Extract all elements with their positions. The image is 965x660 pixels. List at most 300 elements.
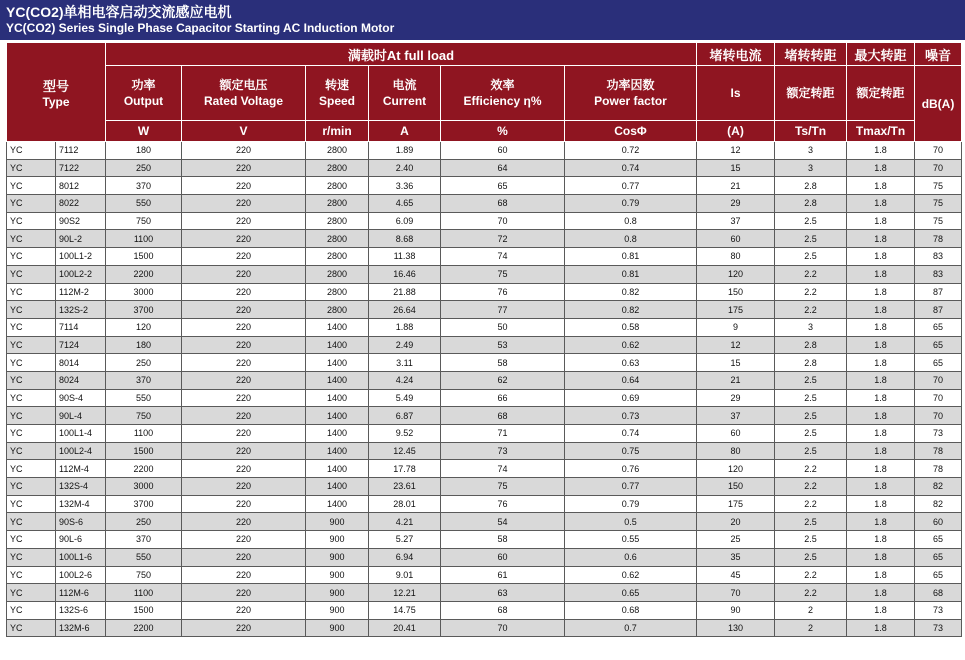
table-cell: 220: [182, 548, 306, 566]
table-cell: 80: [697, 248, 775, 266]
table-row: [7, 425, 962, 443]
table-cell: 0.8: [565, 212, 697, 230]
table-cell: 0.79: [565, 495, 697, 513]
table-cell: 68: [441, 195, 565, 213]
table-cell: 180: [106, 336, 182, 354]
table-cell: YC: [7, 584, 56, 602]
table-cell: 1.8: [847, 584, 915, 602]
table-cell: YC: [7, 495, 56, 513]
table-cell: 220: [182, 371, 306, 389]
table-cell: 4.65: [369, 195, 441, 213]
table-cell: 65: [915, 566, 962, 584]
table-cell: 65: [915, 336, 962, 354]
table-cell: 2800: [306, 230, 369, 248]
rated-torque-header-1: 额定转距: [775, 66, 847, 121]
table-cell: 0.55: [565, 531, 697, 549]
table-body: [7, 142, 962, 637]
table-cell: 150: [697, 478, 775, 496]
table-cell: 2.2: [775, 265, 847, 283]
table-cell: 2.5: [775, 389, 847, 407]
table-cell: 2800: [306, 265, 369, 283]
table-cell: 1.88: [369, 318, 441, 336]
table-cell: 29: [697, 389, 775, 407]
table-cell: 63: [441, 584, 565, 602]
table-cell: 75: [915, 195, 962, 213]
table-cell: 220: [182, 177, 306, 195]
table-cell: 1500: [106, 442, 182, 460]
table-cell: 0.82: [565, 283, 697, 301]
table-cell: 2.8: [775, 177, 847, 195]
table-cell: 37: [697, 212, 775, 230]
table-cell: 220: [182, 513, 306, 531]
table-cell: 0.7: [565, 619, 697, 637]
table-cell: 12.45: [369, 442, 441, 460]
locked-current-header: 堵转电流: [697, 43, 775, 66]
table-cell: 0.77: [565, 177, 697, 195]
table-cell: 1.8: [847, 442, 915, 460]
table-cell: 7122: [56, 159, 106, 177]
table-cell: YC: [7, 142, 56, 160]
table-cell: 250: [106, 513, 182, 531]
table-cell: 2800: [306, 301, 369, 319]
table-row: [7, 301, 962, 319]
table-cell: 90S2: [56, 212, 106, 230]
max-torque-header: 最大转距: [847, 43, 915, 66]
table-cell: 25: [697, 531, 775, 549]
type-header-en: Type: [42, 94, 70, 109]
table-cell: 900: [306, 584, 369, 602]
table-cell: 3: [775, 318, 847, 336]
table-cell: 1.8: [847, 265, 915, 283]
table-cell: 6.09: [369, 212, 441, 230]
table-cell: 58: [441, 354, 565, 372]
unit-percent: %: [441, 121, 565, 142]
table-cell: 4.24: [369, 371, 441, 389]
table-cell: 73: [915, 619, 962, 637]
table-cell: 750: [106, 566, 182, 584]
table-cell: 3700: [106, 301, 182, 319]
table-cell: 68: [441, 407, 565, 425]
table-cell: 62: [441, 371, 565, 389]
table-row: [7, 142, 962, 160]
table-cell: 2.2: [775, 566, 847, 584]
table-cell: 60: [441, 142, 565, 160]
table-cell: 90L-2: [56, 230, 106, 248]
table-cell: 26.64: [369, 301, 441, 319]
table-cell: 3.36: [369, 177, 441, 195]
table-cell: 132S-6: [56, 601, 106, 619]
table-cell: 2.5: [775, 442, 847, 460]
table-cell: 900: [306, 601, 369, 619]
title-english: YC(CO2) Series Single Phase Capacitor Starting AC Induction Motor: [6, 21, 395, 35]
table-cell: 220: [182, 159, 306, 177]
table-cell: 1.8: [847, 566, 915, 584]
table-row: [7, 371, 962, 389]
table-cell: 1.89: [369, 142, 441, 160]
unit-rpm: r/min: [306, 121, 369, 142]
table-cell: 220: [182, 318, 306, 336]
table-cell: 0.6: [565, 548, 697, 566]
table-cell: 90L-4: [56, 407, 106, 425]
table-cell: 2800: [306, 159, 369, 177]
table-cell: 12: [697, 336, 775, 354]
output-header: 功率 Output: [106, 66, 182, 121]
table-cell: 3: [775, 142, 847, 160]
table-cell: 1400: [306, 336, 369, 354]
table-cell: 83: [915, 248, 962, 266]
table-cell: 1.8: [847, 371, 915, 389]
table-cell: 220: [182, 619, 306, 637]
table-cell: 2800: [306, 283, 369, 301]
table-cell: 900: [306, 619, 369, 637]
table-cell: 120: [697, 460, 775, 478]
table-cell: 1.8: [847, 142, 915, 160]
table-cell: 175: [697, 495, 775, 513]
unit-tmax-tn: Tmax/Tn: [847, 121, 915, 142]
table-cell: 2800: [306, 248, 369, 266]
table-cell: 68: [441, 601, 565, 619]
table-cell: 90L-6: [56, 531, 106, 549]
table-cell: YC: [7, 354, 56, 372]
table-cell: 2.5: [775, 548, 847, 566]
table-cell: 2.5: [775, 407, 847, 425]
table-cell: 82: [915, 495, 962, 513]
table-cell: YC: [7, 371, 56, 389]
table-cell: 0.76: [565, 460, 697, 478]
table-cell: 1400: [306, 389, 369, 407]
table-cell: 1.8: [847, 495, 915, 513]
table-cell: YC: [7, 548, 56, 566]
table-cell: 9.01: [369, 566, 441, 584]
table-cell: 3000: [106, 283, 182, 301]
table-cell: 4.21: [369, 513, 441, 531]
table-cell: 5.49: [369, 389, 441, 407]
table-cell: 17.78: [369, 460, 441, 478]
table-row: [7, 389, 962, 407]
table-cell: 58: [441, 531, 565, 549]
table-cell: 900: [306, 513, 369, 531]
type-header: [7, 43, 106, 142]
table-cell: YC: [7, 301, 56, 319]
table-row: [7, 283, 962, 301]
table-cell: 750: [106, 212, 182, 230]
table-cell: 2.40: [369, 159, 441, 177]
table-cell: 12.21: [369, 584, 441, 602]
table-cell: YC: [7, 212, 56, 230]
table-cell: 70: [441, 619, 565, 637]
table-cell: 132M-6: [56, 619, 106, 637]
table-cell: 1.8: [847, 531, 915, 549]
table-cell: 1100: [106, 584, 182, 602]
type-header-zh: 型号: [42, 78, 69, 94]
table-cell: 70: [915, 389, 962, 407]
table-cell: 1.8: [847, 212, 915, 230]
table-cell: 250: [106, 354, 182, 372]
table-cell: 900: [306, 548, 369, 566]
table-cell: YC: [7, 159, 56, 177]
table-cell: 220: [182, 195, 306, 213]
table-cell: 8014: [56, 354, 106, 372]
table-cell: 70: [697, 584, 775, 602]
table-cell: 0.62: [565, 336, 697, 354]
table-cell: YC: [7, 389, 56, 407]
table-cell: 0.63: [565, 354, 697, 372]
current-header: 电流 Current: [369, 66, 441, 121]
table-cell: 76: [441, 283, 565, 301]
table-cell: 0.82: [565, 301, 697, 319]
table-cell: 220: [182, 584, 306, 602]
table-cell: 220: [182, 389, 306, 407]
table-cell: 70: [915, 407, 962, 425]
table-row: [7, 354, 962, 372]
table-cell: 0.8: [565, 230, 697, 248]
table-cell: 82: [915, 478, 962, 496]
table-row: [7, 248, 962, 266]
table-cell: 90S-6: [56, 513, 106, 531]
table-cell: 65: [441, 177, 565, 195]
table-cell: 1400: [306, 478, 369, 496]
table-row: [7, 531, 962, 549]
table-cell: 2800: [306, 195, 369, 213]
table-cell: 0.69: [565, 389, 697, 407]
table-row: [7, 336, 962, 354]
table-cell: 3: [775, 159, 847, 177]
table-cell: 112M-2: [56, 283, 106, 301]
table-cell: 1.8: [847, 513, 915, 531]
efficiency-header: 效率 Efficiency η%: [441, 66, 565, 121]
table-cell: 3700: [106, 495, 182, 513]
table-row: [7, 619, 962, 637]
table-cell: 1.8: [847, 336, 915, 354]
table-cell: 1.8: [847, 318, 915, 336]
table-cell: YC: [7, 283, 56, 301]
table-cell: 21: [697, 177, 775, 195]
table-cell: YC: [7, 407, 56, 425]
table-cell: 220: [182, 283, 306, 301]
table-cell: 220: [182, 354, 306, 372]
db-header: dB(A): [915, 66, 962, 142]
table-cell: 12: [697, 142, 775, 160]
table-row: [7, 177, 962, 195]
table-cell: 45: [697, 566, 775, 584]
table-cell: YC: [7, 336, 56, 354]
table-cell: YC: [7, 265, 56, 283]
table-cell: 7114: [56, 318, 106, 336]
table-cell: YC: [7, 619, 56, 637]
table-cell: 28.01: [369, 495, 441, 513]
table-cell: 220: [182, 566, 306, 584]
table-cell: 1.8: [847, 601, 915, 619]
table-cell: 65: [915, 531, 962, 549]
table-cell: 132S-4: [56, 478, 106, 496]
table-cell: 100L1-6: [56, 548, 106, 566]
table-cell: 1400: [306, 442, 369, 460]
table-cell: 76: [441, 495, 565, 513]
full-load-header: 满载时At full load: [106, 43, 697, 66]
table-cell: 1.8: [847, 389, 915, 407]
table-cell: 132M-4: [56, 495, 106, 513]
table-cell: YC: [7, 478, 56, 496]
table-cell: 75: [441, 478, 565, 496]
table-cell: 112M-6: [56, 584, 106, 602]
table-cell: 61: [441, 566, 565, 584]
table-cell: 78: [915, 460, 962, 478]
table-cell: 1400: [306, 495, 369, 513]
table-cell: 0.75: [565, 442, 697, 460]
is-header: Is: [697, 66, 775, 121]
table-cell: 60: [441, 548, 565, 566]
table-cell: 78: [915, 442, 962, 460]
table-cell: 180: [106, 142, 182, 160]
unit-a-locked: (A): [697, 121, 775, 142]
table-cell: 1.8: [847, 283, 915, 301]
table-cell: 21.88: [369, 283, 441, 301]
table-cell: 220: [182, 212, 306, 230]
table-cell: 130: [697, 619, 775, 637]
table-cell: 1400: [306, 407, 369, 425]
table-cell: 60: [697, 230, 775, 248]
table-row: [7, 548, 962, 566]
table-cell: 6.94: [369, 548, 441, 566]
table-cell: 9.52: [369, 425, 441, 443]
table-cell: 15: [697, 159, 775, 177]
table-cell: 2.2: [775, 584, 847, 602]
table-cell: 220: [182, 531, 306, 549]
table-cell: 6.87: [369, 407, 441, 425]
table-cell: YC: [7, 318, 56, 336]
table-cell: 8022: [56, 195, 106, 213]
table-cell: YC: [7, 195, 56, 213]
table-cell: 112M-4: [56, 460, 106, 478]
speed-header: 转速 Speed: [306, 66, 369, 121]
rated-torque-header-2: 额定转距: [847, 66, 915, 121]
table-cell: 11.38: [369, 248, 441, 266]
table-cell: 37: [697, 407, 775, 425]
unit-v: V: [182, 121, 306, 142]
table-cell: 175: [697, 301, 775, 319]
table-cell: 1.8: [847, 177, 915, 195]
table-cell: 80: [697, 442, 775, 460]
table-cell: 220: [182, 248, 306, 266]
table-cell: 220: [182, 230, 306, 248]
table-cell: 90S-4: [56, 389, 106, 407]
table-cell: 0.58: [565, 318, 697, 336]
table-cell: 2.8: [775, 354, 847, 372]
table-cell: 1.8: [847, 248, 915, 266]
table-cell: 220: [182, 601, 306, 619]
table-cell: 8.68: [369, 230, 441, 248]
table-cell: 100L1-4: [56, 425, 106, 443]
table-cell: 220: [182, 265, 306, 283]
table-cell: 66: [441, 389, 565, 407]
table-cell: 70: [915, 142, 962, 160]
table-cell: 1.8: [847, 301, 915, 319]
table-cell: 2.5: [775, 531, 847, 549]
table-cell: 77: [441, 301, 565, 319]
table-cell: YC: [7, 531, 56, 549]
table-cell: 75: [915, 177, 962, 195]
table-cell: 65: [915, 548, 962, 566]
table-cell: 750: [106, 407, 182, 425]
table-cell: 120: [106, 318, 182, 336]
table-cell: 2800: [306, 177, 369, 195]
table-cell: 20.41: [369, 619, 441, 637]
table-cell: 120: [697, 265, 775, 283]
table-cell: 150: [697, 283, 775, 301]
table-cell: YC: [7, 425, 56, 443]
table-cell: 0.79: [565, 195, 697, 213]
table-cell: 0.64: [565, 371, 697, 389]
table-cell: 14.75: [369, 601, 441, 619]
table-cell: 72: [441, 230, 565, 248]
table-cell: 74: [441, 460, 565, 478]
table-cell: 132S-2: [56, 301, 106, 319]
table-cell: 900: [306, 531, 369, 549]
table-cell: 0.72: [565, 142, 697, 160]
table-cell: 2: [775, 601, 847, 619]
table-cell: 3000: [106, 478, 182, 496]
table-cell: 83: [915, 265, 962, 283]
table-cell: 220: [182, 495, 306, 513]
table-cell: 78: [915, 230, 962, 248]
table-cell: 0.74: [565, 425, 697, 443]
table-cell: 100L1-2: [56, 248, 106, 266]
table-cell: 2.8: [775, 195, 847, 213]
table-cell: 250: [106, 159, 182, 177]
table-cell: 64: [441, 159, 565, 177]
table-cell: 220: [182, 442, 306, 460]
table-cell: 2.5: [775, 371, 847, 389]
table-cell: 1400: [306, 371, 369, 389]
table-cell: YC: [7, 566, 56, 584]
table-cell: 1100: [106, 425, 182, 443]
unit-a: A: [369, 121, 441, 142]
table-cell: 2.5: [775, 248, 847, 266]
table-cell: 2800: [306, 212, 369, 230]
table-row: [7, 212, 962, 230]
table-row: [7, 265, 962, 283]
table-cell: 65: [915, 354, 962, 372]
table-row: [7, 442, 962, 460]
table-cell: 74: [441, 248, 565, 266]
table-cell: 7112: [56, 142, 106, 160]
table-row: [7, 159, 962, 177]
table-cell: 65: [915, 318, 962, 336]
table-cell: 73: [441, 442, 565, 460]
table-cell: 1.8: [847, 460, 915, 478]
table-cell: 220: [182, 478, 306, 496]
table-row: [7, 584, 962, 602]
table-cell: 71: [441, 425, 565, 443]
table-cell: 2.2: [775, 460, 847, 478]
unit-cosphi: CosΦ: [565, 121, 697, 142]
table-cell: 220: [182, 460, 306, 478]
table-cell: 1.8: [847, 354, 915, 372]
table-cell: 20: [697, 513, 775, 531]
table-cell: 60: [697, 425, 775, 443]
table-cell: 16.46: [369, 265, 441, 283]
table-cell: 220: [182, 425, 306, 443]
power-factor-header: 功率因数 Power factor: [565, 66, 697, 121]
voltage-header: 额定电压 Rated Voltage: [182, 66, 306, 121]
table-cell: 550: [106, 195, 182, 213]
table-cell: 900: [306, 566, 369, 584]
motor-spec-table: [6, 42, 962, 637]
table-cell: 550: [106, 548, 182, 566]
table-cell: 1.8: [847, 407, 915, 425]
table-cell: 2.2: [775, 301, 847, 319]
table-cell: 0.77: [565, 478, 697, 496]
